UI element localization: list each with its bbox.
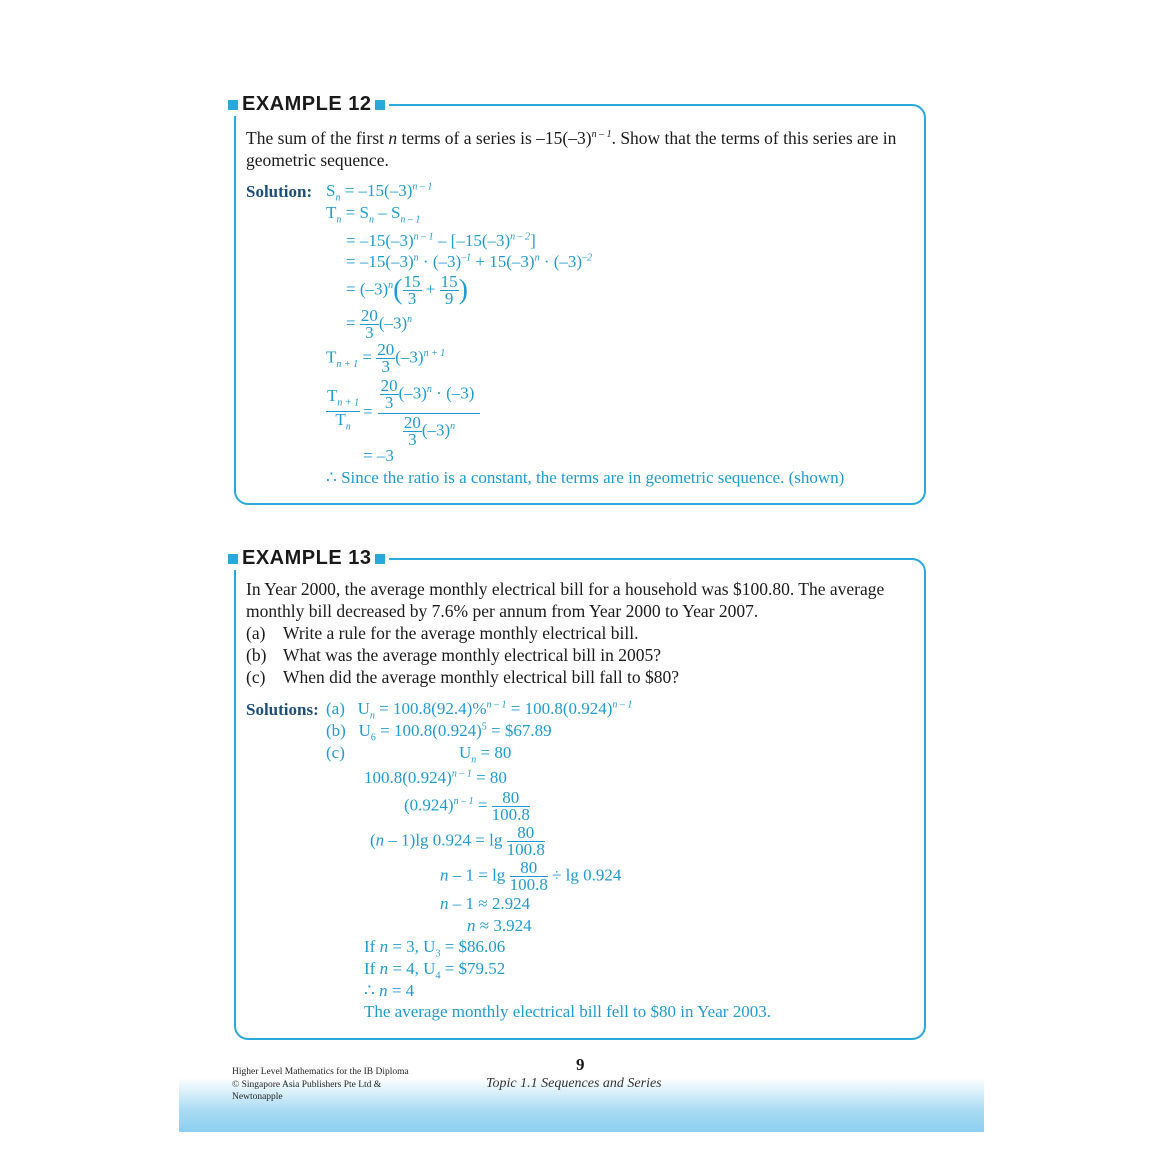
math-line: $(0.924)^{n - 1}$ = $\frac{80}{100.8}$ [404,788,530,824]
math-line: (n – 1)lg 0.924 = lg $\frac{80}{100.8}$ [370,823,545,859]
example-12-title [228,93,389,116]
solutions-label: Solutions: [246,700,319,719]
math-line: = $\frac{20}{3}$ $(-3)^n$ [346,306,413,342]
math-line: If n = 3, $U_3$ = $86.06 [364,937,506,960]
part-b: (b) What was the average monthly electrical bill in 2005? [246,645,662,665]
math-line: $T_{n + 1}$ = $\frac{20}{3}$ $(-3)^{n + 1}$ [326,340,446,376]
math-line: $U_n = 80$ [459,743,512,766]
math-line: ∴ n = 4 [364,981,415,1000]
math-line: = [363,402,373,421]
math-line: n – 1 ≈ 2.924 [440,894,531,913]
math-line: = $(-3)^n$( $\frac{15}{3}$ + $\frac{15}{9}$ ) [346,272,468,308]
math-line: = $-15(-3)^{n - 1} - [-15(-3)^{n - 2}]$ [346,231,536,250]
square-bullet-icon [375,100,385,110]
math-line: $T_n = S_n - S_{n - 1}$ [326,203,421,226]
example-13-heading: EXAMPLE 13 [242,547,372,569]
math-line: n – 1 = lg $\frac{80}{100.8}$ ÷ lg 0.924 [440,858,622,894]
part-a: (a) Write a rule for the average monthly electrical bill. [246,623,639,643]
math-line: = –3 [363,446,394,465]
part-c: (c) When did the average monthly electrical bill fall to $80? [246,667,680,687]
ratio-fraction: $\frac{T_{n + 1}}{T_n}$ [327,386,360,433]
math-line: (b) $U_6 = 100.8(0.924)^5$ = $67.89 [326,721,552,744]
example-12-conclusion: ∴ Since the ratio is a constant, the terms are in geometric sequence. (shown) [326,468,845,487]
square-bullet-icon [228,554,238,564]
square-bullet-icon [228,100,238,110]
page-number: 9 [576,1055,585,1074]
math-line: = $-15(-3)^n \cdot (-3)^{-1} + 15(-3)^n \cdot (-3)^{-2}$ [346,252,593,271]
example-13-problem: In Year 2000, the average monthly electrical bill for a household was $100.80. The average monthly bill decreased by 7.6% per annum from Year 2000 to Year 2007. (a) Write a rule for the average monthly electrical bill. (b) What was the average monthly electrical bill in 2005? (c) When did the average monthly electrical bill fall to $80? [246,578,920,688]
ratio-fraction-rhs: $\frac{20}{3}$ $(-3)^n \cdot (-3)$ $\frac{20}{3}$ $(-3)^n$ [378,378,480,448]
example-13-title [228,547,389,570]
topic-label: Topic 1.1 Sequences and Series [486,1076,662,1091]
book-credit: Higher Level Mathematics for the IB Diploma © Singapore Asia Publishers Pte Ltd & Newtonapple [232,1067,409,1102]
example-12-problem: The sum of the first n terms of a series is $-15(-3)^{n - 1}$. Show that the terms of this series are in geometric sequence. [246,127,897,170]
math-line: $S_n = -15(-3)^{n - 1}$ [326,181,433,204]
solution-label: Solution: [246,182,313,201]
example-13-final: The average monthly electrical bill fell to $80 in Year 2003. [364,1002,771,1021]
square-bullet-icon [375,554,385,564]
math-line: n ≈ 3.924 [467,916,532,935]
math-line: $100.8(0.924)^{n - 1} = 80$ [364,768,507,787]
math-line: (a) $U_n = 100.8(92.4)\%^{n - 1} = 100.8(0.924)^{n - 1}$ [326,699,633,722]
math-line: If n = 4, $U_4$ = $79.52 [364,959,506,982]
math-line: (c) [326,743,345,762]
example-12-heading: EXAMPLE 12 [242,93,372,115]
